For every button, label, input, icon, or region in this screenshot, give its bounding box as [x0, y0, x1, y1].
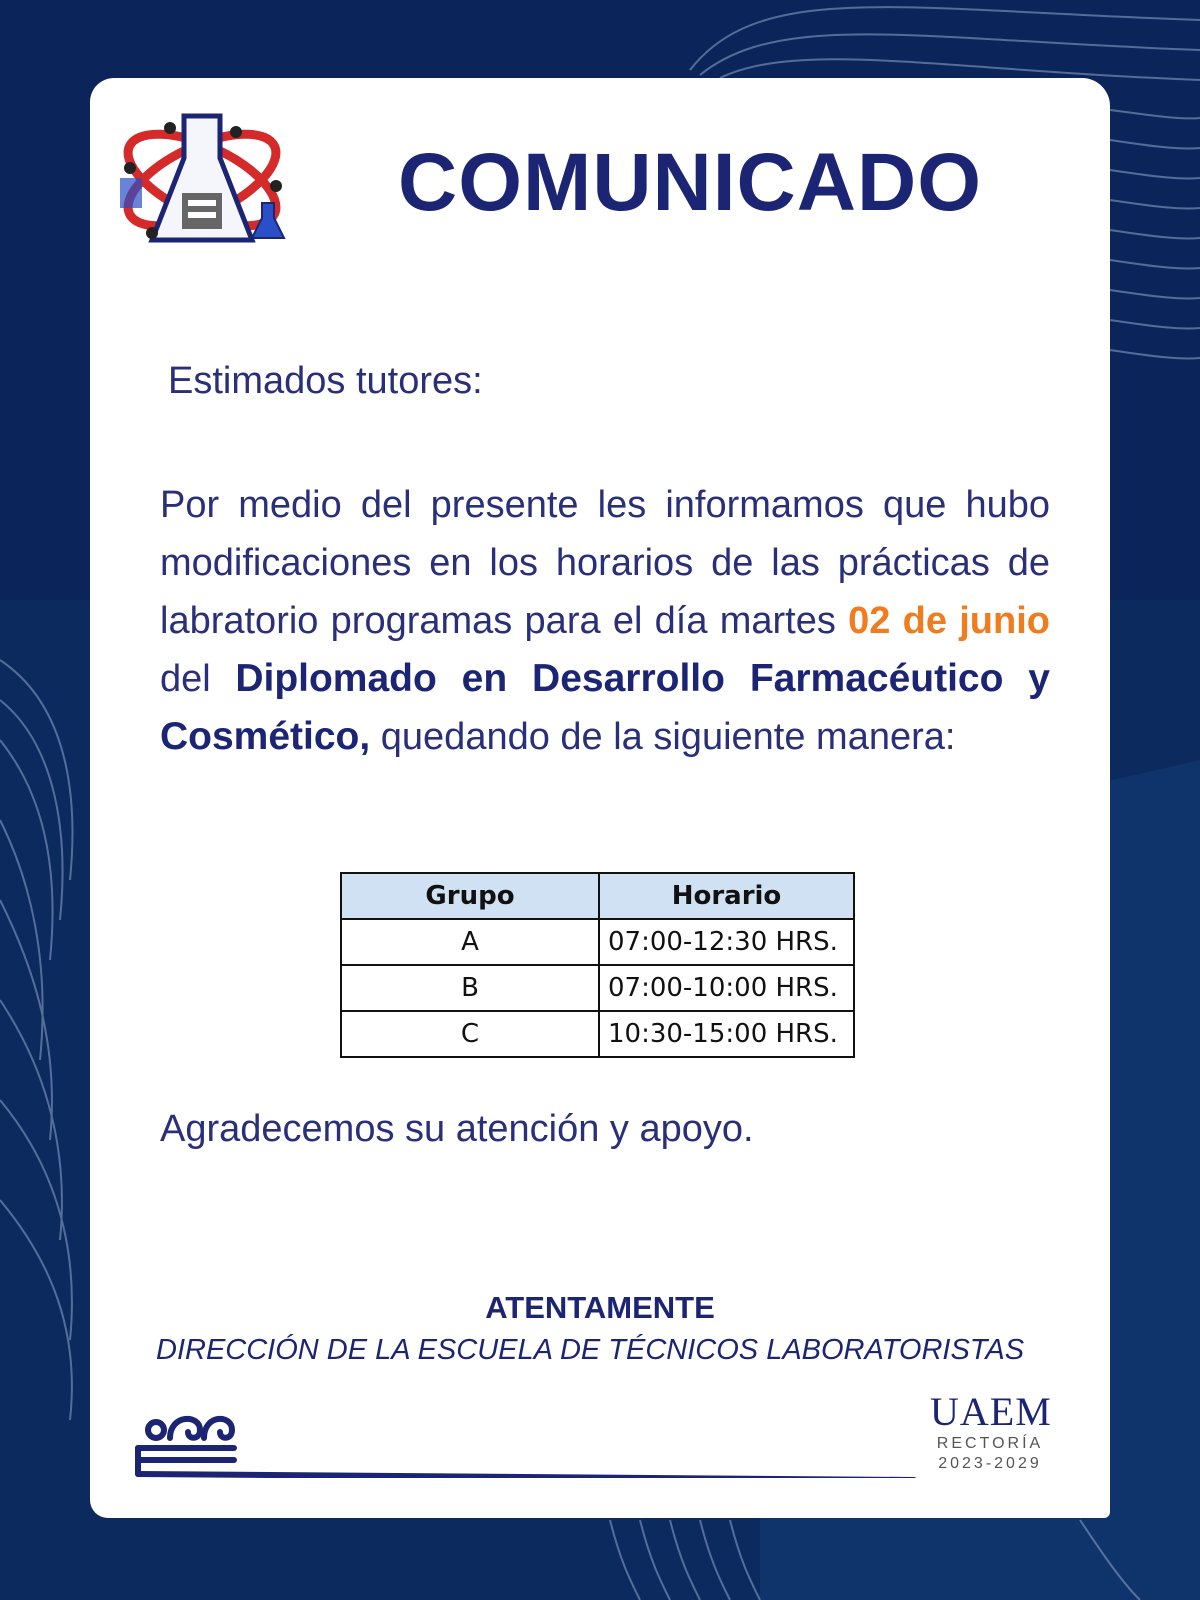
- group-cell: A: [341, 919, 599, 965]
- rectoria-label: RECTORÍA: [936, 1435, 1044, 1452]
- group-cell: C: [341, 1011, 599, 1057]
- closing-text: quedando de la siguiente manera:: [380, 716, 956, 758]
- thanks-text: Agradecemos su atención y apoyo.: [160, 1108, 754, 1150]
- table-row: [341, 1011, 854, 1057]
- chemistry-flask-logo: [112, 108, 292, 253]
- greeting: Estimados tutores:: [168, 360, 483, 402]
- uaem-logo: [930, 1390, 1050, 1474]
- table-row: [341, 965, 854, 1011]
- group-cell: B: [341, 965, 599, 1011]
- intro-text: Por medio del presente les informamos que hubo modificaciones en los horarios de las prácticas de labratorio programas para el día martes: [160, 484, 1050, 642]
- period-label: 2023-2029: [938, 1455, 1042, 1472]
- column-header: Grupo: [341, 873, 599, 919]
- uaem-wordmark: UAEM: [930, 1389, 1052, 1434]
- schedule-cell: 07:00-12:30 HRS.: [599, 919, 854, 965]
- signature-line: DIRECCIÓN DE LA ESCUELA DE TÉCNICOS LABORATORISTAS: [156, 1334, 1025, 1366]
- program-name: Diplomado en Desarrollo Farmacéutico y Cosmético,: [160, 657, 1050, 758]
- del-text: del: [160, 658, 211, 700]
- page-title: COMUNICADO: [398, 137, 982, 228]
- table-row: [341, 919, 854, 965]
- schedule-cell: 10:30-15:00 HRS.: [599, 1011, 854, 1057]
- date-highlight: 02 de junio: [848, 600, 1050, 642]
- table-header-row: [341, 873, 854, 919]
- schedule-table: [340, 872, 855, 1058]
- uaem-glyph-logo: [134, 1408, 924, 1478]
- column-header: Horario: [599, 873, 854, 919]
- communique-card: [90, 78, 1110, 1518]
- schedule-cell: 07:00-10:00 HRS.: [599, 965, 854, 1011]
- message-paragraph: [160, 476, 1050, 766]
- closing-salutation: ATENTAMENTE: [485, 1290, 715, 1325]
